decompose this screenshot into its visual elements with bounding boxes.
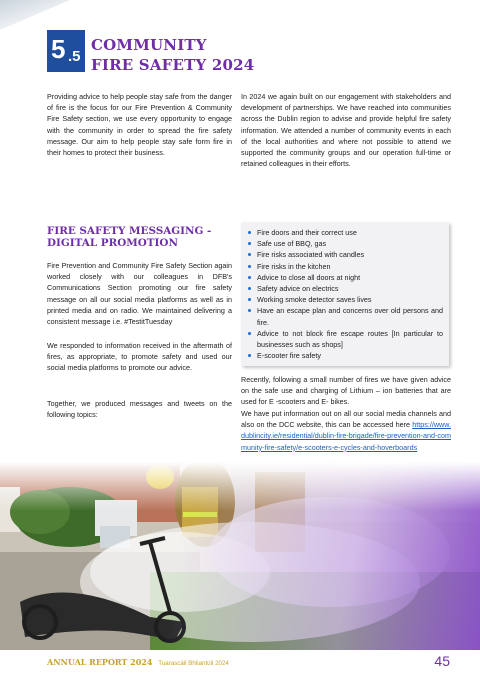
- messaging-paragraph-2: We responded to information received in the aftermath of fires, as appropriate, to promote safety and used our social media platforms to promote our advice.: [47, 341, 232, 373]
- ebike-paragraph-1: Recently, following a small number of fires we have given advice on the safe use and charging of Lithium – ion batteries that are used for E -scooters and E- bikes.: [241, 375, 451, 407]
- firefighters-photo: [0, 462, 480, 650]
- topics-list: [241, 222, 449, 361]
- list-item: Safety advice on electrics: [257, 283, 443, 294]
- footer-report-title: ANNUAL REPORT 2024: [47, 657, 153, 667]
- dcc-escooter-link[interactable]: https://www.dublincity.ie/residential/dublin-fire-brigade/fire-prevention-and-community-fire-safety/e-scooters-e-cycles-and-hoverboards: [241, 420, 452, 452]
- page-number: 45: [434, 653, 450, 669]
- messaging-heading-line-1: FIRE SAFETY MESSAGING -: [47, 225, 212, 237]
- list-item: Advice to not block fire escape routes [In particular to businesses such as shops]: [257, 328, 443, 350]
- photo-gradient-overlay: [0, 462, 480, 650]
- messaging-paragraph-3: Together, we produced messages and tweets on the following topics:: [47, 399, 232, 420]
- intro-right-paragraph: In 2024 we again built on our engagement with stakeholders and development of partnerships. We have reached into communities across the Dublin region to advise and provide helpful fire safety information. We attended a number of community events in each of the local authorities and where not possible to attend we supported the community groups and our operation full-time or retained colleagues in their efforts.: [241, 92, 451, 169]
- page-title-line-1: COMMUNITY: [91, 36, 207, 54]
- ebike-paragraph-2-text: We have put information out on all our social media channels and also on the DCC website, this can be accessed here: [241, 409, 451, 430]
- messaging-paragraph-1: Fire Prevention and Community Fire Safety Section again worked closely with our colleagues in DFB's Communications Section promoting our fire safety message on all our social media platforms as well as in printed media and on radio. We maintained delivering a consistent message i.e. #TestitTuesday: [47, 261, 232, 327]
- list-item: Fire risks in the kitchen: [257, 261, 443, 272]
- ebike-paragraph-2: [241, 408, 451, 453]
- corner-decoration: [0, 0, 70, 30]
- section-number-badge: [47, 30, 85, 72]
- section-major-number: 5: [51, 34, 66, 64]
- list-item: Fire risks associated with candles: [257, 249, 443, 260]
- intro-left-paragraph: Providing advice to help people stay safe from the danger of fire is the focus for our Fire Prevention & Community Fire Safety section, we use every opportunity to engage with the community in order to spread the fire safety message. Our aim to help people stay safe form fire in their homes to protect their business.: [47, 92, 232, 158]
- section-minor-number: .5: [68, 48, 81, 65]
- list-item: Advice to close all doors at night: [257, 272, 443, 283]
- messaging-heading: [47, 225, 211, 249]
- page-title-line-2: FIRE SAFETY 2024: [91, 56, 255, 74]
- list-item: E-scooter fire safety: [257, 350, 443, 361]
- list-item: Working smoke detector saves lives: [257, 294, 443, 305]
- topics-box: [241, 222, 449, 366]
- page-title: [91, 35, 254, 75]
- footer-irish-title: Tuarascáil Bhliantúil 2024: [158, 660, 229, 667]
- list-item: Safe use of BBQ, gas: [257, 238, 443, 249]
- footer-report-label: [47, 657, 229, 667]
- page-footer: [0, 650, 480, 679]
- list-item: Have an escape plan and concerns over old persons and fire.: [257, 306, 443, 327]
- messaging-heading-line-2: DIGITAL PROMOTION: [47, 237, 178, 249]
- list-item: Fire doors and their correct use: [257, 227, 443, 238]
